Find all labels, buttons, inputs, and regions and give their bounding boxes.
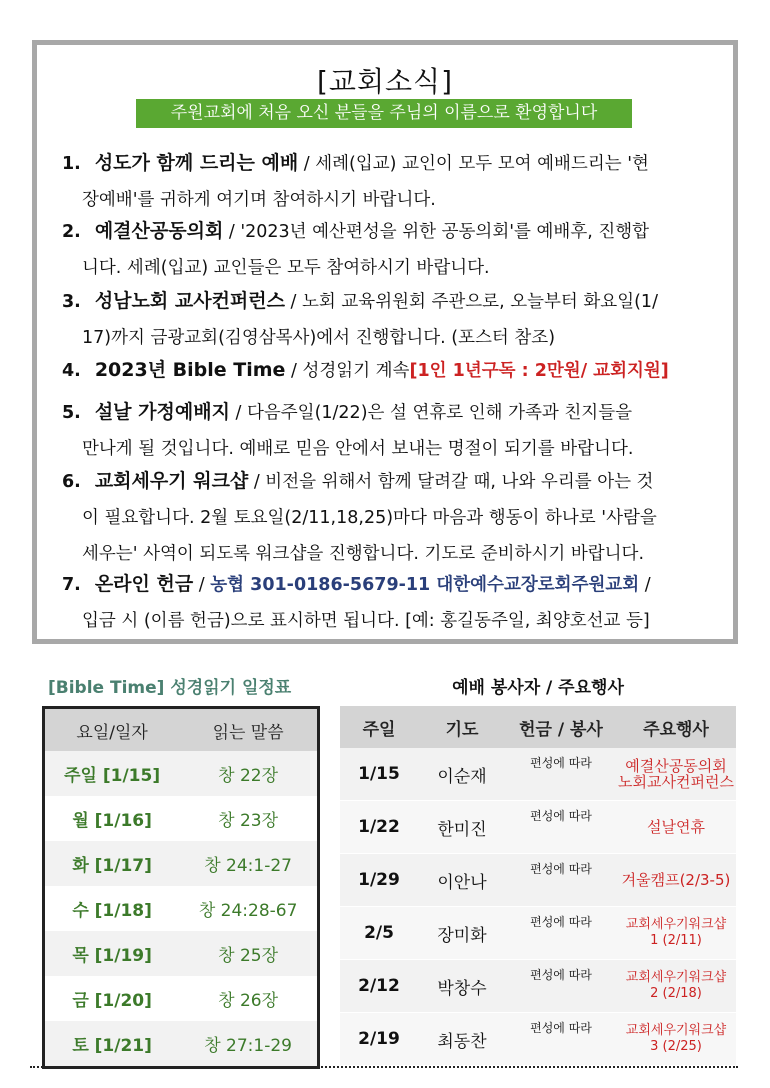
column-header: 주일 [340,706,418,748]
date-cell: 1/22 [340,801,418,854]
table-row [44,1021,319,1068]
item-text-cont: 17)까지 금광교회(김영삼목사)에서 진행합니다. (포스터 참조) [82,328,556,348]
date-cell: 2/12 [340,960,418,1013]
column-header: 헌금 / 봉사 [506,706,616,748]
day-cell: 주일 [1/15] [44,751,180,796]
column-header: 요일/일자 [44,708,180,752]
item-text-cont: 세우는' 사역이 되도록 워크샵을 진행합니다. 기도로 준비하시기 바랍니다. [82,544,645,564]
day-cell: 목 [1/19] [44,931,180,976]
item-number: 3. [62,292,81,312]
item-heading: 설날 가정예배지 [94,401,230,423]
item-number: 2. [62,222,81,242]
item-text: / 다음주일(1/22)은 설 연휴로 인해 가족과 친지들을 [229,403,632,423]
news-item-4 [62,352,730,389]
event-line: 예결산공동의회 [625,757,727,775]
table-row [340,801,736,854]
table-row [44,886,319,931]
item-heading: 성남노회 교사컨퍼런스 [94,290,285,312]
welcome-banner: 주원교회에 처음 오신 분들을 주님의 이름으로 환영합니다 [136,99,632,128]
bible-time-title: [Bible Time] 성경읽기 일정표 [48,678,292,698]
item-heading: 온라인 헌금 [94,573,194,595]
offering-cell: 편성에 따라 [506,960,616,1013]
item-text: / 세례(입교) 교인이 모두 모여 예배드리는 '현 [298,154,649,174]
offering-cell: 편성에 따라 [506,907,616,960]
item-text-cont: 니다. 세례(입교) 교인들은 모두 참여하시기 바랍니다. [82,258,490,278]
table-row [44,841,319,886]
event-line: 교회세우기워크샵 [625,917,727,932]
item-highlight: [1인 1년구독 : 2만원/ 교회지원] [409,361,669,381]
item-text: / 노회 교육위원회 주관으로, 오늘부터 화요일(1/ [284,292,658,312]
news-item-5 [62,394,730,467]
prayer-cell: 이순재 [418,748,506,801]
service-title: 예배 봉사자 / 주요행사 [452,678,624,698]
bible-time-table [42,706,320,1069]
column-header: 주요행사 [616,706,736,748]
event-line: 1 (2/11) [650,933,702,948]
event-line: 겨울캠프(2/3-5) [621,871,731,889]
item-text-cont: 장예배'를 귀하게 여기며 참여하시기 바랍니다. [82,190,436,210]
event-line: 2 (2/18) [650,986,702,1001]
item-heading: 2023년 Bible Time [94,359,286,381]
item-heading: 교회세우기 워크샵 [94,470,249,492]
day-cell: 화 [1/17] [44,841,180,886]
verse-cell: 창 27:1-29 [179,1021,318,1068]
offering-cell: 편성에 따라 [506,801,616,854]
event-cell [616,960,736,1013]
table-row [340,907,736,960]
news-item-7 [62,566,730,639]
table-row [44,751,319,796]
day-cell: 토 [1/21] [44,1021,180,1068]
news-item-1 [62,145,730,218]
item-text: / 비전을 위해서 함께 달려갈 때, 나와 우리를 아는 것 [248,472,654,492]
day-cell: 금 [1/20] [72,991,152,1011]
event-line: 교회세우기워크샵 [625,1023,727,1038]
prayer-cell: 한미진 [418,801,506,854]
date-cell: 1/29 [340,854,418,907]
verse-cell: 창 23장 [218,811,279,831]
prayer-cell: 최동찬 [418,1013,506,1066]
news-item-6 [62,463,730,572]
offering-cell: 편성에 따라 [506,1013,616,1066]
item-heading: 성도가 함께 드리는 예배 [94,152,299,174]
bottom-divider [30,1066,738,1068]
day-cell: 수 [1/18] [72,901,152,921]
item-text-cont: 입금 시 (이름 헌금)으로 표시하면 됩니다. [예: 홍길동주일, 최양호선교 등] [82,611,650,631]
table-row [340,1013,736,1066]
event-line: 교회세우기워크샵 [625,970,727,985]
table-row [44,796,319,841]
item-text-cont: 만나게 될 것입니다. 예배로 믿음 안에서 보내는 명절이 되기를 바랍니다. [82,439,634,459]
event-cell [616,854,736,907]
event-cell [616,801,736,854]
item-number: 6. [62,472,81,492]
event-line: 설날연휴 [647,818,705,836]
service-table [340,706,736,1066]
table-row [44,931,319,976]
event-line: 노회교사컨퍼런스 [618,773,734,791]
item-text: / [639,575,651,595]
verse-cell: 창 26장 [218,991,279,1011]
prayer-cell: 장미화 [418,907,506,960]
table-header-row [44,708,319,752]
table-row [44,976,319,1021]
date-cell: 2/5 [340,907,418,960]
verse-cell: 창 22장 [179,751,318,796]
news-item-3 [62,283,730,356]
date-cell: 2/19 [340,1013,418,1066]
column-header: 읽는 말씀 [179,708,318,752]
item-slash: / [193,575,211,595]
item-number: 4. [62,361,81,381]
event-cell [616,907,736,960]
event-cell [616,1013,736,1066]
item-text: / 성경읽기 계속 [285,361,410,381]
verse-cell: 창 25장 [179,931,318,976]
prayer-cell: 이안나 [418,854,506,907]
item-text: / '2023년 예산편성을 위한 공동의회'를 예배후, 진행합 [223,222,650,242]
event-cell [616,748,736,801]
news-item-2 [62,213,730,286]
table-row [340,960,736,1013]
day-cell: 월 [1/16] [72,811,152,831]
item-number: 7. [62,575,81,595]
bank-account: 농협 301-0186-5679-11 대한예수교장로회주원교회 [210,575,640,595]
offering-cell: 편성에 따라 [506,748,616,801]
offering-cell: 편성에 따라 [506,854,616,907]
column-header: 기도 [418,706,506,748]
item-number: 5. [62,403,81,423]
verse-cell: 창 24:1-27 [179,841,318,886]
prayer-cell: 박창수 [418,960,506,1013]
event-line: 3 (2/25) [650,1039,702,1054]
verse-cell: 창 24:28-67 [198,901,298,921]
date-cell: 1/15 [340,748,418,801]
item-text-cont: 이 필요합니다. 2월 토요일(2/11,18,25)마다 마음과 행동이 하나로 '사람을 [82,508,657,528]
table-row [340,854,736,907]
item-number: 1. [62,154,81,174]
item-heading: 예결산공동의회 [94,220,224,242]
table-row [340,748,736,801]
table-header-row [340,706,736,748]
news-title: [교회소식] [316,65,454,98]
